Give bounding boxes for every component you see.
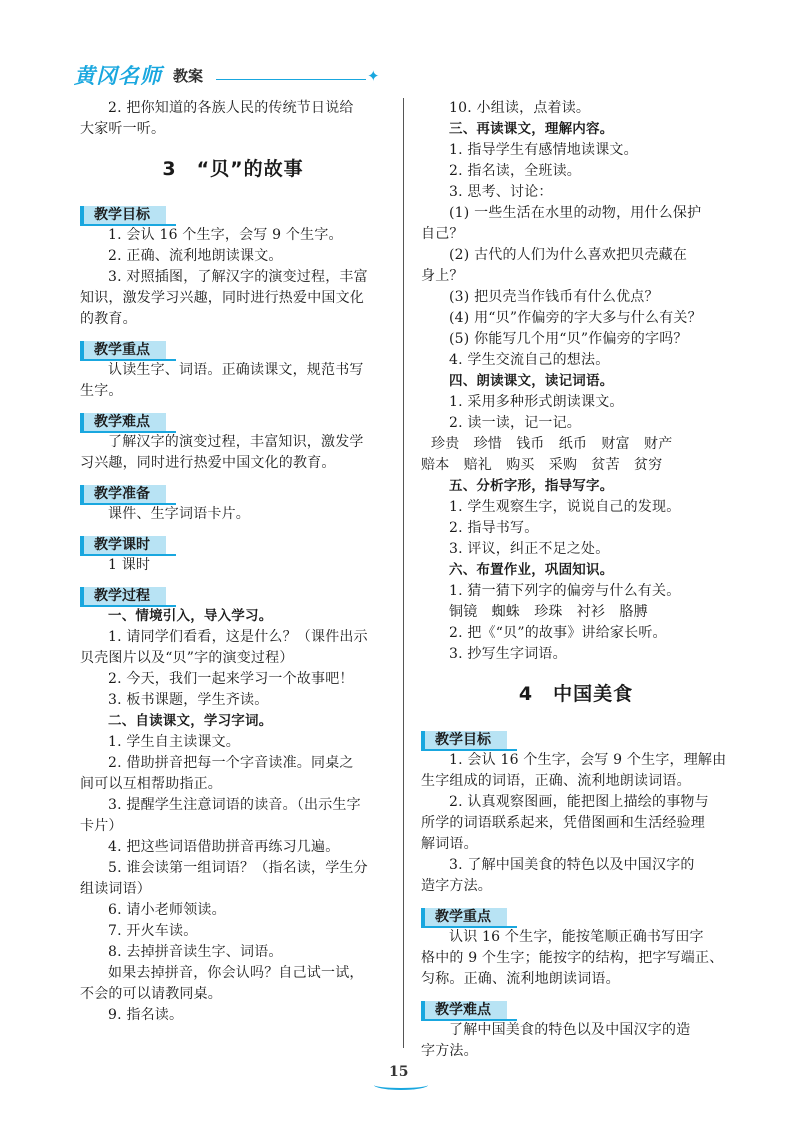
star-icon: ✦ bbox=[367, 67, 380, 85]
text-line: 字方法。 bbox=[421, 1043, 478, 1059]
text-line: 认识 16 个生字，能按笔顺正确书写田字 bbox=[449, 929, 704, 945]
intro-line: 大家听一听。 bbox=[80, 121, 166, 137]
text-line: 2. 指名读，全班读。 bbox=[449, 163, 582, 179]
brand-subtitle: 教案 bbox=[173, 67, 204, 85]
word-list: 赔本 赔礼 购买 采购 贫苦 贫穷 bbox=[421, 457, 663, 473]
text-line: 1. 会认 16 个生字，会写 9 个生字。 bbox=[108, 227, 343, 243]
step-heading: 五、分析字形，指导写字。 bbox=[449, 478, 614, 494]
step-heading: 二、自读课文，学习字词。 bbox=[108, 713, 273, 729]
text-line: 10. 小组读，点着读。 bbox=[449, 100, 591, 116]
step-heading: 四、朗读课文，读记词语。 bbox=[449, 373, 614, 389]
text-line: 7. 开火车读。 bbox=[108, 923, 198, 939]
text-line: 不会的可以请教同桌。 bbox=[80, 986, 222, 1002]
text-line: 如果去掉拼音，你会认吗？自己试一试， bbox=[108, 965, 364, 981]
page-number-arc bbox=[374, 1080, 428, 1090]
page-header bbox=[74, 60, 380, 90]
text-line: 组读词语） bbox=[80, 881, 151, 897]
text-line: 间可以互相帮助指正。 bbox=[80, 776, 222, 792]
text-line: (2) 古代的人们为什么喜欢把贝壳藏在 bbox=[449, 247, 688, 263]
section-tag-time: 教学课时 bbox=[80, 533, 160, 557]
text-line: 1. 学生自主读课文。 bbox=[108, 734, 241, 750]
text-line: 知识，激发学习兴趣，同时进行热爱中国文化 bbox=[80, 290, 364, 306]
text-line: 8. 去掉拼音读生字、词语。 bbox=[108, 944, 283, 960]
text-line: 3. 评议，纠正不足之处。 bbox=[449, 541, 610, 557]
text-line: 造字方法。 bbox=[421, 878, 492, 894]
left-column bbox=[80, 98, 386, 1026]
text-line: 1. 学生观察生字，说说自己的发现。 bbox=[449, 499, 681, 515]
text-line: 4. 学生交流自己的想法。 bbox=[449, 352, 610, 368]
column-divider bbox=[403, 98, 404, 1048]
text-line: (3) 把贝壳当作钱币有什么优点？ bbox=[449, 289, 659, 305]
text-line: 3. 板书课题，学生齐读。 bbox=[108, 692, 269, 708]
text-line: 5. 谁会读第一组词语？（指名读，学生分 bbox=[108, 860, 368, 876]
text-line: 2. 今天，我们一起来学习一个故事吧！ bbox=[108, 671, 354, 687]
section-tag-goals: 教学目标 bbox=[80, 203, 160, 227]
lesson-title: 4 中国美食 bbox=[518, 683, 634, 705]
text-line: 认读生字、词语。正确读课文，规范书写 bbox=[108, 362, 364, 378]
header-rule bbox=[216, 79, 366, 80]
text-line: 贝壳图片以及“贝”字的演变过程） bbox=[80, 650, 294, 666]
text-line: 3. 思考、讨论： bbox=[449, 184, 553, 200]
text-line: 的教育。 bbox=[80, 311, 137, 327]
text-line: 习兴趣，同时进行热爱中国文化的教育。 bbox=[80, 455, 336, 471]
text-line: 生字。 bbox=[80, 383, 123, 399]
text-line: 自己？ bbox=[421, 226, 464, 242]
text-line: 1. 采用多种形式朗读课文。 bbox=[449, 394, 624, 410]
text-line: 了解汉字的演变过程，丰富知识，激发学 bbox=[108, 434, 364, 450]
text-line: 2. 把《“贝”的故事》讲给家长听。 bbox=[449, 625, 667, 641]
text-line: 1. 请同学们看看，这是什么？（课件出示 bbox=[108, 629, 368, 645]
text-line: (5) 你能写几个用“贝”作偏旁的字吗？ bbox=[449, 331, 688, 347]
text-line: 2. 读一读，记一记。 bbox=[449, 415, 582, 431]
step-heading: 三、再读课文，理解内容。 bbox=[449, 121, 614, 137]
text-line: 6. 请小老师领读。 bbox=[108, 902, 226, 918]
text-line: (4) 用“贝”作偏旁的字大多与什么有关？ bbox=[449, 310, 702, 326]
right-column bbox=[421, 98, 731, 1062]
section-tag-process: 教学过程 bbox=[80, 584, 160, 608]
intro-line: 2. 把你知道的各族人民的传统节日说给 bbox=[108, 100, 354, 116]
text-line: 2. 正确、流利地朗读课文。 bbox=[108, 248, 283, 264]
section-tag-difficulty: 教学难点 bbox=[421, 998, 501, 1022]
text-line: 2. 借助拼音把每一个字音读准。同桌之 bbox=[108, 755, 354, 771]
text-line: 课件、生字词语卡片。 bbox=[108, 506, 250, 522]
text-line: 4. 把这些词语借助拼音再练习几遍。 bbox=[108, 839, 340, 855]
page-number: 15 bbox=[389, 1064, 409, 1080]
word-list: 铜镜 蜘蛛 珍珠 衬衫 胳膊 bbox=[449, 604, 648, 620]
text-line: 卡片） bbox=[80, 818, 123, 834]
text-line: 3. 对照插图，了解汉字的演变过程，丰富 bbox=[108, 269, 368, 285]
text-line: 1 课时 bbox=[108, 557, 151, 573]
brand-logo: 黄冈名师 bbox=[74, 64, 162, 88]
text-line: (1) 一些生活在水里的动物，用什么保护 bbox=[449, 205, 702, 221]
text-line: 生字组成的词语，正确、流利地朗读词语。 bbox=[421, 773, 691, 789]
text-line: 格中的 9 个生字；能按字的结构，把字写端正、 bbox=[421, 950, 724, 966]
step-heading: 一、情境引入，导入学习。 bbox=[108, 608, 273, 624]
step-heading: 六、布置作业，巩固知识。 bbox=[449, 562, 614, 578]
text-line: 1. 指导学生有感情地读课文。 bbox=[449, 142, 638, 158]
text-line: 身上？ bbox=[421, 268, 464, 284]
text-line: 3. 了解中国美食的特色以及中国汉字的 bbox=[449, 857, 695, 873]
word-list: 珍贵 珍惜 钱币 纸币 财富 财产 bbox=[431, 436, 673, 452]
text-line: 了解中国美食的特色以及中国汉字的造 bbox=[449, 1022, 691, 1038]
text-line: 1. 猜一猜下列字的偏旁与什么有关。 bbox=[449, 583, 681, 599]
text-line: 2. 指导书写。 bbox=[449, 520, 539, 536]
section-tag-goals: 教学目标 bbox=[421, 728, 501, 752]
text-line: 所学的词语联系起来，凭借图画和生活经验理 bbox=[421, 815, 705, 831]
section-tag-focus: 教学重点 bbox=[80, 338, 160, 362]
section-tag-prep: 教学准备 bbox=[80, 482, 160, 506]
text-line: 解词语。 bbox=[421, 836, 478, 852]
text-line: 3. 提醒学生注意词语的读音。（出示生字 bbox=[108, 797, 361, 813]
text-line: 3. 抄写生字词语。 bbox=[449, 646, 567, 662]
section-tag-focus: 教学重点 bbox=[421, 905, 501, 929]
section-tag-difficulty: 教学难点 bbox=[80, 410, 160, 434]
text-line: 2. 认真观察图画，能把图上描绘的事物与 bbox=[449, 794, 709, 810]
text-line: 1. 会认 16 个生字，会写 9 个生字，理解由 bbox=[449, 752, 727, 768]
text-line: 9. 指名读。 bbox=[108, 1007, 184, 1023]
text-line: 匀称。正确、流利地朗读词语。 bbox=[421, 971, 620, 987]
lesson-title: 3 “贝”的故事 bbox=[162, 158, 304, 180]
